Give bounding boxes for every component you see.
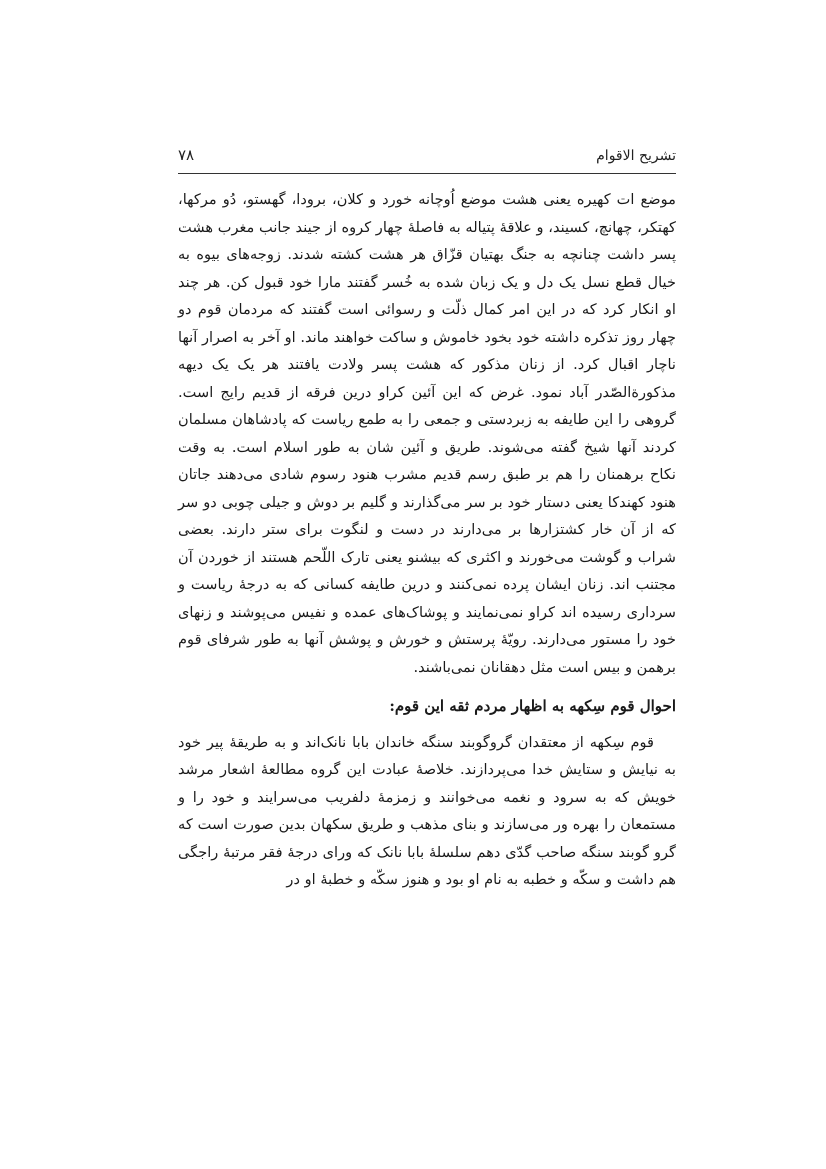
running-header <box>178 146 676 170</box>
body-text <box>178 186 676 894</box>
header-rule <box>178 173 676 174</box>
section-heading: احوال قوم سِکهه به اظهار مردم ثقه این قوم: <box>389 697 676 715</box>
page-number: ۷۸ <box>178 146 195 164</box>
running-title: تشریح الاقوام <box>596 148 676 164</box>
paragraph-1: موضع ات کهیره یعنی هشت موضع اُوچانه خورد و کلان، برودا، گهستو، دُو مرکها، کهتکر، چهانچ، کسیند، و علاقهٔ پتیاله به فاصلهٔ چهار کروه از جیند جانب مغرب هشت پسر داشت چنانچه به جنگ بهتیان قزّاق هر هشت کشته شدند. زوجه‌های بیوه به خیال قطع نسل یک دل و یک زبان شده به خُسر گفتند مارا خود قبول کن. هر چند او انکار کرد که در این امر کمال ذلّت و رسوائی است گفتند که مردمان قوم دو چهار روز تذکره داشته خود بخود خاموش و ساکت خواهند ماند. او آخر به اصرار آنها ناچار اقبال کرد. از زنان مذکور که هشت پسر ولادت یافتند هر یک یک دیهه مذکورةالصّدر آباد نمود. غرض که این آئین کراو درین فرقه از قدیم رایج است. گروهی را این طایفه به زبردستی و جمعی را به طمع ریاست که پادشاهان مسلمان کردند آنها شیخ گفته می‌شوند. طریق و آئین شان به طور اسلام است. به وقت نکاح برهمنان را هم بر طبق رسم قدیم مشرب هنود رسوم شادی می‌دهند جاتان هنود کهندکا یعنی دستار خود بر سر می‌گذارند و گلیم بر دوش و جیلی چوبی دو سر که از آن خار کشتزارها بر می‌دارند در دست و لنگوت برای ستر دارند. بعضی شراب و گوشت می‌خورند و اکثری که بیشنو یعنی تارک اللّحم هستند از خوردن آن مجتنب اند. زنان ایشان پرده نمی‌کنند و درین طایفه کسانی که به درجهٔ ریاست و سرداری رسیده اند کراو نمی‌نمایند و پوشاک‌های عمده و نفیس می‌پوشند و زنهای خود را مستور می‌دارند. رویّهٔ پرستش و خورش و پوشش آنها به طور شرفای قوم برهمن و بیس است مثل دهقانان نمی‌باشند. <box>178 191 676 676</box>
paragraph-2: قوم سِکهه از معتقدان گروگوبند سنگه خاندان بابا نانک‌اند و به طریقهٔ پیر خود به نیایش و ستایش خدا می‌پردازند. خلاصهٔ عبادت این گروه مطالعهٔ اشعار مرشد خویش که به سرود و نغمه می‌خوانند و زمزمهٔ دلفریب می‌سرایند و خود را و مستمعان را بهره ور می‌سازند و بنای مذهب و طریق سکهان بدین صورت است که گرو گوبند سنگه صاحب گدّی دهم سلسلهٔ بابا نانک که ورای درجهٔ فقر مرتبهٔ راجگی هم داشت و سکّه و خطبه به نام او بود و هنوز سکّه و خطبهٔ او در <box>178 733 676 888</box>
